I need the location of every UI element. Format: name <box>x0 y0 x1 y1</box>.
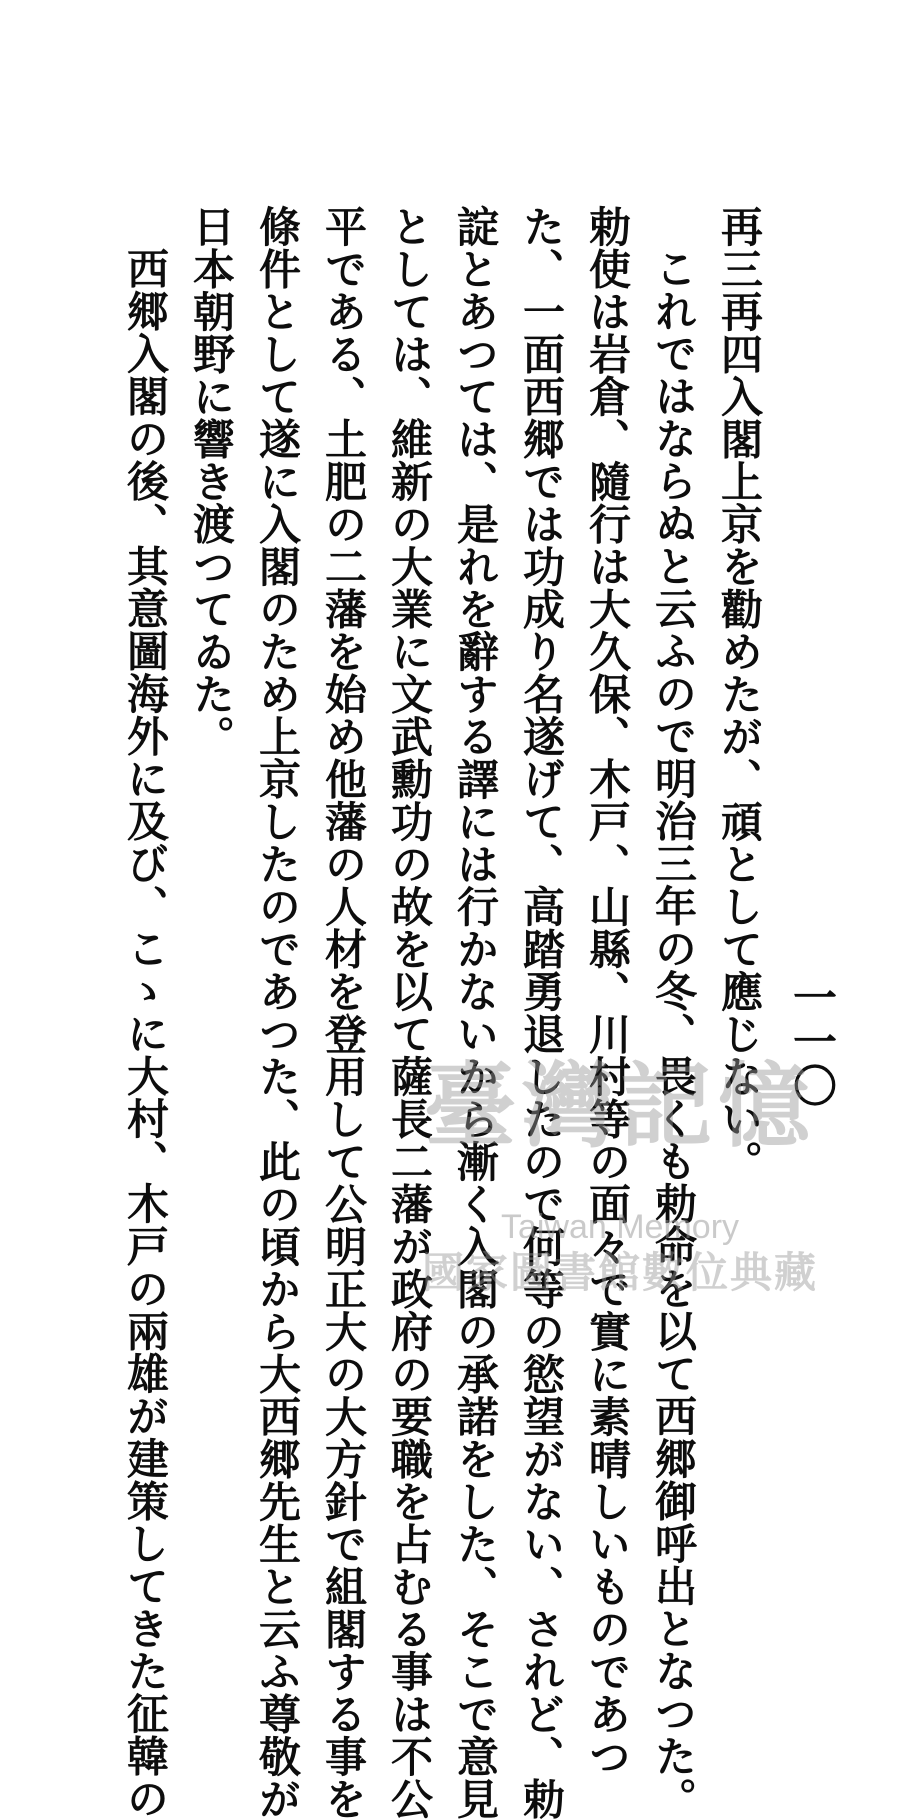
watermark-logo-text: 臺灣記憶 <box>423 1052 816 1160</box>
text-column-6: としては、維新の大業に文武勳功の故を以て薩長二藩が政府の要職を占むる事は不公 <box>385 205 434 1820</box>
text-column-10: 西郷入閣の後、其意圖海外に及び、こゝに大村、木戸の兩雄が建策してきた征韓の <box>121 247 170 1820</box>
vertical-body-text <box>112 205 772 1820</box>
page-number: 一一〇 <box>785 975 836 1107</box>
text-column-8: 條件として遂に入閣のため上京したのであつた、此の頃から大西郷先生と云ふ尊敬が <box>253 205 302 1820</box>
text-column-2: これではならぬと云ふので明治三年の冬、畏くも勅命を以て西郷御呼出となつた。 <box>649 247 698 1820</box>
text-column-7: 平である、土肥の二藩を始め他藩の人材を登用して公明正大の大方針で組閣する事を <box>319 205 368 1820</box>
watermark-english-text: Taiwan Memory <box>500 1208 740 1246</box>
text-column-9: 日本朝野に響き渡つてゐた。 <box>187 205 236 758</box>
text-column-5: 諚とあつては、是れを辭する譯には行かないから漸く入閣の承諾をした、そこで意見 <box>451 205 500 1820</box>
text-column-4: た、一面西郷では功成り名遂げて、高踏勇退したので何等の慾望がない、されど、勅 <box>517 205 566 1820</box>
text-column-3: 勅使は岩倉、隨行は大久保、木戸、山縣、川村等の面々で實に素晴しいものであつ <box>583 205 632 1778</box>
watermark-chinese-text: 國家圖書館數位典藏 <box>421 1248 818 1297</box>
text-column-1: 再三再四入閣上京を勸めたが、頑として應じない。 <box>715 205 764 1183</box>
